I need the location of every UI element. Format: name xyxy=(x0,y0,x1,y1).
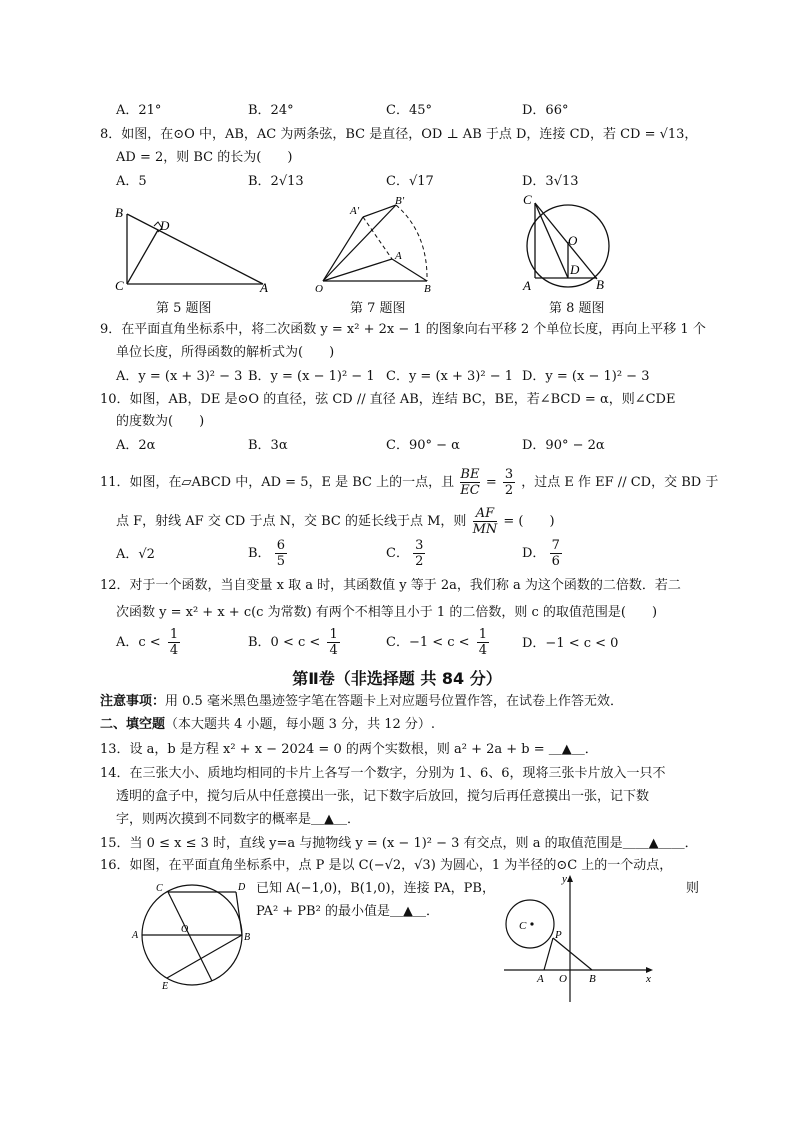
fig7-label-o: O xyxy=(315,283,323,295)
q11-eq: = xyxy=(485,475,497,490)
q12-option-a xyxy=(116,627,180,658)
q11-frac1-den: EC xyxy=(460,483,480,498)
fig8-label-o: O xyxy=(568,233,578,248)
q16-text-line1: 16．如图，在平面直角坐标系中，点 P 是以 C(−√2，√3) 为圆心，1 为半径的⊙C 上的一个动点， xyxy=(100,858,673,873)
fig16-label-a: A xyxy=(537,973,544,985)
q9-option-b: B．y = (x − 1)² − 1 xyxy=(248,369,375,384)
q11-frac1-num: BE xyxy=(460,467,480,482)
q10-option-b: B．3α xyxy=(248,438,288,453)
q10-option-d: D．90° − 2α xyxy=(522,438,605,453)
q16-text-line2: 已知 A(−1,0)，B(1,0)，连接 PA，PB， xyxy=(256,881,495,896)
q8-option-c: C．√17 xyxy=(386,174,434,189)
q11-frac-af-mn xyxy=(473,506,498,537)
q9-option-a: A．y = (x + 3)² − 3 xyxy=(116,369,243,384)
fig8-label-d: D xyxy=(570,262,580,277)
q8-option-a: A．5 xyxy=(116,174,147,189)
figure-7-rotation xyxy=(310,193,440,298)
fig10-label-a: A xyxy=(132,930,139,941)
q11-option-d-frac xyxy=(550,538,562,569)
fig16-label-x: x xyxy=(646,973,651,985)
figure-5-triangle xyxy=(110,200,280,300)
fig8-label-c: C xyxy=(523,192,532,207)
notice xyxy=(100,693,623,711)
fig7-label-a: A xyxy=(395,250,402,262)
fig10-label-o: O xyxy=(181,924,189,935)
q11-frac-3-2 xyxy=(503,467,515,498)
q7-option-d: D．66° xyxy=(522,103,569,118)
q11-option-b-label: B． xyxy=(248,546,271,561)
q8-text-line2: AD = 2，则 BC 的长为( ) xyxy=(116,150,293,165)
q11-text-line1-start: 11．如图，在▱ABCD 中，AD = 5，E 是 BC 上的一点，且 xyxy=(100,475,455,490)
q10-option-c: C．90° − α xyxy=(386,438,460,453)
q10-option-a: A．2α xyxy=(116,438,156,453)
q7-option-b: B．24° xyxy=(248,103,294,118)
fig5-label-d: D xyxy=(160,218,170,233)
q11-text-line2-start: 点 F，射线 AF 交 CD 于点 N，交 BC 的延长线于点 M，则 xyxy=(116,514,467,529)
q13-text: 13．设 a，b 是方程 x² + x − 2024 = 0 的两个实数根，则 a² + 2a + b = ＿▲＿． xyxy=(100,742,598,757)
q12-option-c-label: C．−1 < c < xyxy=(386,635,470,650)
q12-option-c xyxy=(386,627,489,658)
fig10-label-b: B xyxy=(244,932,251,943)
fig16-label-o: O xyxy=(559,973,567,985)
q8-text-line1: 8．如图，在⊙O 中，AB，AC 为两条弦，BC 是直径，OD ⊥ AB 于点 D，连接 CD，若 CD = √13， xyxy=(100,127,698,142)
fig7-label-a-prime: A' xyxy=(350,205,360,217)
q11-option-c-label: C． xyxy=(386,546,409,561)
q12-text-line2: 次函数 y = x² + x + c(c 为常数) 有两个不相等且小于 1 的二倍数，则 c 的取值范围是( ) xyxy=(116,605,658,620)
q14-text-line3: 字，则两次摸到不同数字的概率是＿▲＿． xyxy=(116,812,360,827)
q11-frac2-num: 3 xyxy=(504,467,514,482)
fig5-label-a: A xyxy=(260,280,268,295)
fig10-label-e: E xyxy=(162,981,169,992)
q14-text-line1: 14．在三张大小、质地均相同的卡片上各写一个数字，分别为 1、6、6，现将三张卡片放入一只不 xyxy=(100,766,666,781)
q9-text-line2: 单位长度，所得函数的解析式为( ) xyxy=(116,345,335,360)
fig5-label-c: C xyxy=(115,278,124,293)
q11-frac3-num: AF xyxy=(473,506,498,522)
figure-8-circle xyxy=(510,190,620,300)
fig16-label-y: y xyxy=(562,873,567,885)
q12-option-a-num: 1 xyxy=(169,627,179,642)
part2-text: （本大题共 4 小题，每小题 3 分，共 12 分）. xyxy=(165,717,436,732)
q10-text-line2: 的度数为( ) xyxy=(116,414,205,429)
fig5-label-b: B xyxy=(115,205,123,220)
q11-text-line1 xyxy=(100,467,718,498)
q10-text-line1: 10．如图，AB，DE 是⊙O 的直径，弦 CD // 直径 AB，连结 BC，BE，若∠BCD = α，则∠CDE xyxy=(100,392,676,407)
q11-text-line2-end: = ( ) xyxy=(503,514,555,529)
q16-text-line3: PA² + PB² 的最小值是＿▲＿． xyxy=(256,904,439,919)
q12-option-a-label: A．c < xyxy=(116,635,161,650)
q9-text-line1: 9．在平面直角坐标系中，将二次函数 y = x² + 2x − 1 的图象向右平移 2 个单位长度，再向上平移 1 个 xyxy=(100,322,706,337)
notice-text: 用 0.5 毫米黑色墨迹签字笔在答题卡上对应题号位置作答，在试卷上作答无效． xyxy=(165,694,623,709)
fig7-label-b: B xyxy=(424,283,431,295)
q12-option-a-den: 4 xyxy=(169,643,179,658)
q7-option-a: A．21° xyxy=(116,103,162,118)
q11-option-c-frac xyxy=(413,538,425,569)
notice-label: 注意事项： xyxy=(100,694,166,709)
q12-option-b-num: 1 xyxy=(329,627,338,642)
part2-label: 二、填空题 xyxy=(100,717,166,732)
part2-header xyxy=(100,716,435,734)
q14-text-line2: 透明的盒子中，搅匀后从中任意摸出一张，记下数字后放回，搅匀后再任意摸出一张，记下数 xyxy=(116,789,650,804)
fig16-label-c: C xyxy=(519,920,527,932)
q12-option-b-den: 4 xyxy=(329,643,338,658)
q11-option-c-num: 3 xyxy=(415,538,424,553)
q12-option-d: D．−1 < c < 0 xyxy=(522,636,619,651)
q11-option-b xyxy=(248,538,287,569)
fig16-label-b: B xyxy=(589,973,596,985)
q11-frac-be-ec xyxy=(460,467,479,498)
q11-text-line1-end: ，过点 E 作 EF // CD，交 BD 于 xyxy=(521,475,719,490)
fig8-label-b: B xyxy=(596,277,604,292)
q9-option-d: D．y = (x − 1)² − 3 xyxy=(522,369,650,384)
q11-option-b-frac xyxy=(275,538,287,569)
q11-option-d-den: 6 xyxy=(551,554,560,569)
q11-frac2-den: 2 xyxy=(504,483,514,498)
q12-option-a-frac xyxy=(168,627,180,658)
q11-option-b-den: 5 xyxy=(276,554,285,569)
figure-16-coordinate xyxy=(496,872,656,1006)
q12-option-b-label: B．0 < c < xyxy=(248,635,321,650)
section-2-title: 第Ⅱ卷（非选择题 共 84 分） xyxy=(292,669,502,688)
q8-option-b: B．2√13 xyxy=(248,174,304,189)
q7-option-c: C．45° xyxy=(386,103,432,118)
q9-option-c: C．y = (x + 3)² − 1 xyxy=(386,369,513,384)
q16-text-line2-end: 则 xyxy=(686,881,700,896)
q11-option-d-num: 7 xyxy=(551,538,560,553)
q11-frac3-den: MN xyxy=(472,522,498,537)
q12-text-line1: 12．对于一个函数，当自变量 x 取 a 时，其函数值 y 等于 2a，我们称 a 为这个函数的二倍数．若二 xyxy=(100,578,681,593)
q8-option-d: D．3√13 xyxy=(522,174,579,189)
q11-option-c xyxy=(386,538,425,569)
fig10-label-d: D xyxy=(238,882,246,893)
q11-text-line2 xyxy=(116,506,555,537)
caption-fig8: 第 8 题图 xyxy=(549,301,605,316)
q12-option-b-frac xyxy=(327,627,339,658)
q12-option-c-frac xyxy=(477,627,489,658)
fig10-label-c: C xyxy=(156,883,163,894)
fig8-label-a: A xyxy=(523,278,531,293)
q12-option-c-num: 1 xyxy=(478,627,487,642)
figure-10-circle xyxy=(128,882,263,992)
q15-text: 15．当 0 ≤ x ≤ 3 时，直线 y=a 与抛物线 y = (x − 1)² − 3 有交点，则 a 的取值范围是＿＿▲＿＿． xyxy=(100,836,698,851)
q11-option-d-label: D． xyxy=(522,546,546,561)
q12-option-c-den: 4 xyxy=(478,643,487,658)
fig7-label-b-prime: B' xyxy=(395,195,405,207)
q11-option-a: A．√2 xyxy=(116,547,155,562)
q11-option-b-num: 6 xyxy=(276,538,285,553)
q12-option-b xyxy=(248,627,340,658)
fig16-label-p: P xyxy=(555,929,562,941)
caption-fig5: 第 5 题图 xyxy=(156,301,212,316)
q11-option-c-den: 2 xyxy=(415,554,424,569)
q11-option-d xyxy=(522,538,562,569)
caption-fig7: 第 7 题图 xyxy=(350,301,406,316)
